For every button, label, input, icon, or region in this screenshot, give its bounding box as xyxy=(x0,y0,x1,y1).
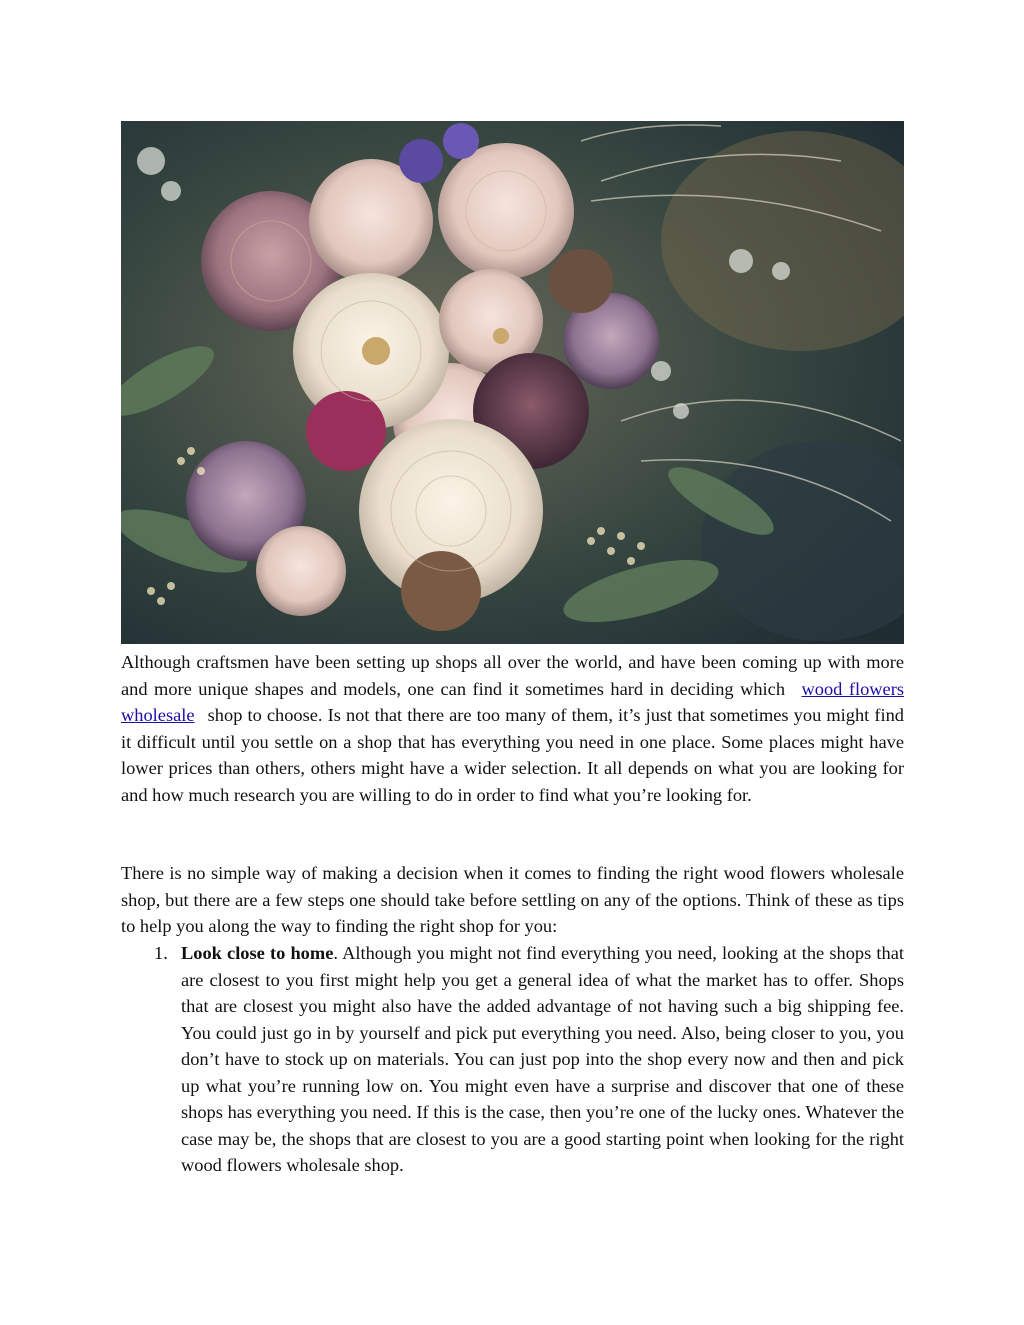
flower-bouquet-image xyxy=(121,121,904,644)
list-item-body: . Although you might not find everything you need, looking at the shops that are closest to you first might help you get a general idea of what the market has to offer. Shops that are closest you might also have the added advantage of not having such a big shipping fee. You could just go in by yourself and pick put everything you need. Also, being closer to you, you don’t have to stock up on materials. You can just pop into the shop every now and then and pick up what you’re running low on. You might even have a surprise and discover that one of these shops has everything you need. If this is the case, then you’re one of the lucky ones. Whatever the case may be, the shops that are closest to you are a good starting point when looking for the right wood flowers wholesale shop. xyxy=(181,943,904,1175)
wood-flowers-wholesale-link[interactable]: wood flowers wholesale xyxy=(121,678,904,725)
tips-intro-paragraph xyxy=(121,860,904,940)
intro-text-before: Although craftsmen have been setting up shops all over the world, and have been coming up with more and more unique shapes and models, one can find it sometimes hard in deciding which xyxy=(121,652,904,699)
list-item-number: 1. xyxy=(154,943,168,963)
intro-text-after: shop to choose. Is not that there are too many of them, it’s just that sometimes you might find it difficult until you settle on a shop that has everything you need in one place. Some places might have lower prices than others, others might have a wider selection. It all depends on what you are looking for and how much research you are willing to do in order to find what you’re looking for. xyxy=(121,705,904,805)
tips-intro-text: There is no simple way of making a decision when it comes to finding the right wood flowers wholesale shop, but there are a few steps one should take before settling on any of the options. Think of these as tips to help you along the way to finding the right shop for you: xyxy=(121,863,904,936)
tips-list xyxy=(121,940,904,1179)
list-item xyxy=(121,940,904,1179)
bouquet-photo xyxy=(121,121,904,644)
list-item-title: Look close to home xyxy=(181,943,334,963)
intro-paragraph xyxy=(121,649,904,808)
